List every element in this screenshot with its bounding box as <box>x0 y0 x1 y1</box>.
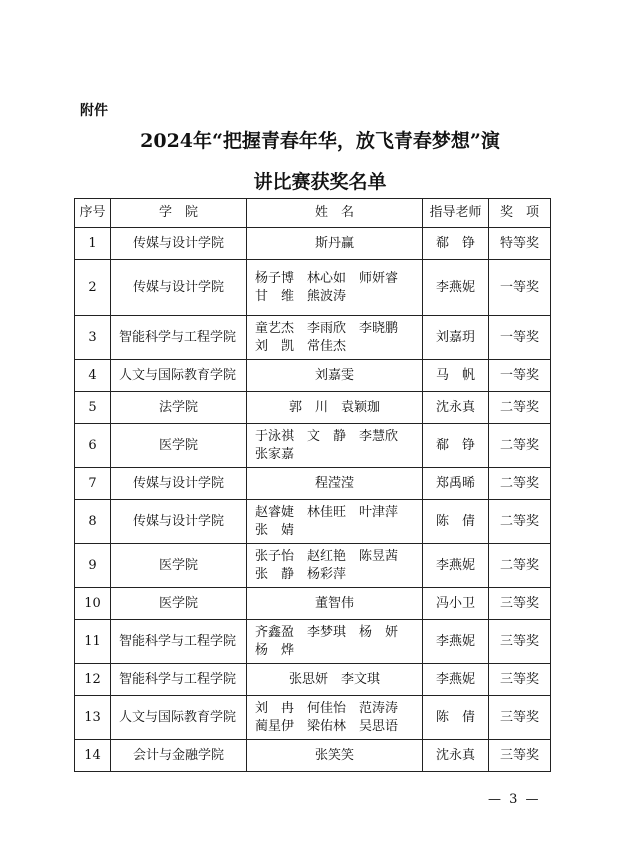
names-line-1: 张思妍 李文琪 <box>288 671 380 687</box>
college-cell: 智能科学与工程学院 <box>111 620 247 664</box>
names-line-1: 童艺杰 李雨欣 李晓鹏 <box>255 320 399 336</box>
table-row <box>75 696 551 740</box>
names-cell <box>247 424 423 468</box>
names-line-2: 刘 凯 常佳杰 <box>255 338 347 354</box>
table-row <box>75 620 551 664</box>
college-cell: 法学院 <box>111 392 247 424</box>
row-number: 3 <box>75 316 111 360</box>
names-cell <box>247 620 423 664</box>
names-cell <box>247 588 423 620</box>
award-cell: 二等奖 <box>489 468 551 500</box>
college-cell: 医学院 <box>111 544 247 588</box>
row-number: 11 <box>75 620 111 664</box>
college-cell: 医学院 <box>111 588 247 620</box>
names-line-2: 甘 维 熊波涛 <box>255 288 347 304</box>
row-number: 10 <box>75 588 111 620</box>
names-line-1: 于泳祺 文 静 李慧欣 <box>255 428 399 444</box>
teacher-cell: 陈 倩 <box>423 500 489 544</box>
teacher-cell: 陈 倩 <box>423 696 489 740</box>
college-cell: 人文与国际教育学院 <box>111 360 247 392</box>
award-cell: 三等奖 <box>489 588 551 620</box>
table-row <box>75 260 551 316</box>
names-cell <box>247 392 423 424</box>
award-cell: 一等奖 <box>489 260 551 316</box>
row-number: 2 <box>75 260 111 316</box>
table-row <box>75 360 551 392</box>
names-line-2: 蔺星伊 梁佑林 吴思语 <box>255 718 399 734</box>
college-cell: 人文与国际教育学院 <box>111 696 247 740</box>
college-cell: 智能科学与工程学院 <box>111 316 247 360</box>
document-title-line1: 2024年“把握青春年华，放飞青春梦想”演 <box>140 130 500 152</box>
names-cell <box>247 228 423 260</box>
row-number: 14 <box>75 740 111 772</box>
names-cell <box>247 664 423 696</box>
names-cell <box>247 740 423 772</box>
names-cell <box>247 696 423 740</box>
teacher-cell: 郑禹晞 <box>423 468 489 500</box>
award-cell: 三等奖 <box>489 620 551 664</box>
names-line-1: 程滢滢 <box>314 475 354 491</box>
award-cell: 特等奖 <box>489 228 551 260</box>
row-number: 4 <box>75 360 111 392</box>
teacher-cell: 马 帆 <box>423 360 489 392</box>
table-row <box>75 740 551 772</box>
college-cell: 传媒与设计学院 <box>111 468 247 500</box>
names-line-1: 董智伟 <box>314 595 354 611</box>
award-cell: 三等奖 <box>489 740 551 772</box>
award-cell: 二等奖 <box>489 392 551 424</box>
table-header-row <box>75 199 551 228</box>
names-line-2: 杨 烨 <box>255 642 295 658</box>
table-body <box>75 228 551 772</box>
names-line-1: 斯丹赢 <box>314 235 354 251</box>
teacher-cell: 刘嘉玥 <box>423 316 489 360</box>
names-line-2: 张 婧 <box>255 522 295 538</box>
col-header-teacher: 指导老师 <box>423 199 489 228</box>
college-cell: 传媒与设计学院 <box>111 500 247 544</box>
teacher-cell: 李燕妮 <box>423 664 489 696</box>
table-row <box>75 544 551 588</box>
teacher-cell: 沈永真 <box>423 392 489 424</box>
teacher-cell: 沈永真 <box>423 740 489 772</box>
row-number: 8 <box>75 500 111 544</box>
college-cell: 传媒与设计学院 <box>111 228 247 260</box>
award-cell: 二等奖 <box>489 500 551 544</box>
college-cell: 传媒与设计学院 <box>111 260 247 316</box>
names-line-1: 郭 川 袁颖珈 <box>288 399 380 415</box>
col-header-names: 姓 名 <box>247 199 423 228</box>
names-line-1: 齐鑫盈 李梦琪 杨 妍 <box>255 624 399 640</box>
row-number: 5 <box>75 392 111 424</box>
award-cell: 三等奖 <box>489 696 551 740</box>
names-cell <box>247 316 423 360</box>
names-line-2: 张 静 杨彩萍 <box>255 566 347 582</box>
teacher-cell: 郗 铮 <box>423 424 489 468</box>
college-cell: 智能科学与工程学院 <box>111 664 247 696</box>
row-number: 7 <box>75 468 111 500</box>
names-cell <box>247 360 423 392</box>
table-row <box>75 392 551 424</box>
document-title-line2: 讲比赛获奖名单 <box>253 171 387 193</box>
college-cell: 医学院 <box>111 424 247 468</box>
table-row <box>75 424 551 468</box>
names-line-1: 赵睿婕 林佳旺 叶津萍 <box>255 504 399 520</box>
teacher-cell: 郗 铮 <box>423 228 489 260</box>
col-header-college: 学 院 <box>111 199 247 228</box>
table-row <box>75 500 551 544</box>
names-line-1: 张笑笑 <box>314 747 354 763</box>
award-cell: 一等奖 <box>489 360 551 392</box>
award-cell: 二等奖 <box>489 544 551 588</box>
row-number: 6 <box>75 424 111 468</box>
table-row <box>75 468 551 500</box>
row-number: 9 <box>75 544 111 588</box>
attachment-label: 附件 <box>80 103 108 119</box>
award-cell: 二等奖 <box>489 424 551 468</box>
teacher-cell: 冯小卫 <box>423 588 489 620</box>
college-cell: 会计与金融学院 <box>111 740 247 772</box>
award-table <box>74 198 551 772</box>
names-line-1: 张子怡 赵红艳 陈昱茜 <box>255 548 399 564</box>
table-row <box>75 228 551 260</box>
row-number: 13 <box>75 696 111 740</box>
names-cell <box>247 544 423 588</box>
teacher-cell: 李燕妮 <box>423 544 489 588</box>
row-number: 1 <box>75 228 111 260</box>
names-line-1: 杨子博 林心如 师妍睿 <box>255 270 399 286</box>
names-cell <box>247 468 423 500</box>
names-line-2: 张家嘉 <box>255 446 295 462</box>
names-cell <box>247 260 423 316</box>
names-line-1: 刘 冉 何佳怡 范涛涛 <box>255 700 399 716</box>
table-row <box>75 664 551 696</box>
page-number: — 3 — <box>488 792 541 807</box>
teacher-cell: 李燕妮 <box>423 620 489 664</box>
award-cell: 三等奖 <box>489 664 551 696</box>
teacher-cell: 李燕妮 <box>423 260 489 316</box>
names-cell <box>247 500 423 544</box>
table-row <box>75 316 551 360</box>
col-header-award: 奖 项 <box>489 199 551 228</box>
award-cell: 一等奖 <box>489 316 551 360</box>
names-line-1: 刘嘉雯 <box>314 367 354 383</box>
table-row <box>75 588 551 620</box>
col-header-no: 序号 <box>75 199 111 228</box>
row-number: 12 <box>75 664 111 696</box>
